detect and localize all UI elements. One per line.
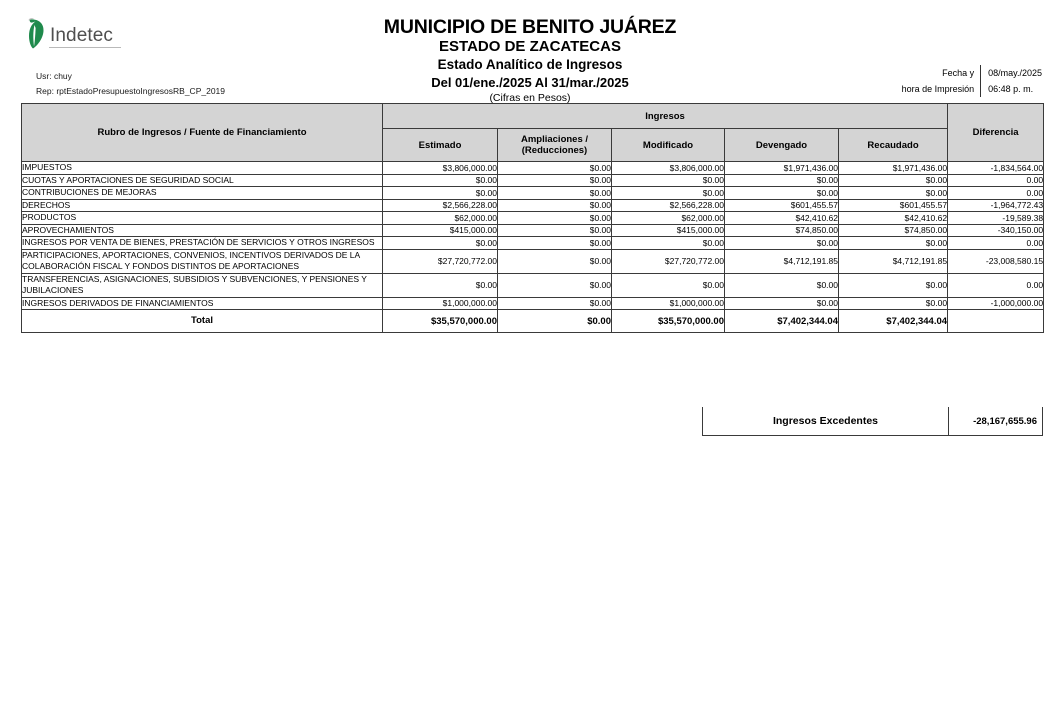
row-label: PRODUCTOS (22, 212, 383, 225)
title-report-name: Estado Analítico de Ingresos (437, 57, 623, 72)
cell-devengado: $601,455.57 (725, 199, 839, 212)
table-row (22, 237, 1044, 250)
cell-devengado: $74,850.00 (725, 224, 839, 237)
row-label: CUOTAS Y APORTACIONES DE SEGURIDAD SOCIAL (22, 174, 383, 187)
cell-recaudado: $0.00 (839, 187, 948, 200)
row-label: APROVECHAMIENTOS (22, 224, 383, 237)
print-info (902, 65, 1042, 97)
ingresos-excedentes-value: -28,167,655.96 (949, 407, 1043, 436)
table-total-row (22, 310, 1044, 333)
cell-ampliaciones: $0.00 (498, 224, 612, 237)
cell-estimado: $1,000,000.00 (383, 297, 498, 310)
table-row (22, 249, 1044, 273)
table-body (22, 162, 1044, 333)
print-time: 06:48 p. m. (988, 84, 1034, 94)
col-header-recaudado: Recaudado (839, 129, 948, 162)
cell-diferencia: -1,834,564.00 (948, 162, 1044, 175)
table-row (22, 297, 1044, 310)
total-devengado: $7,402,344.04 (725, 310, 839, 333)
col-header-modificado: Modificado (612, 129, 725, 162)
print-label-line1: Fecha y (902, 65, 982, 81)
cell-estimado: $62,000.00 (383, 212, 498, 225)
cell-devengado: $0.00 (725, 237, 839, 250)
table-row (22, 273, 1044, 297)
cell-estimado: $2,566,228.00 (383, 199, 498, 212)
col-header-estimado: Estimado (383, 129, 498, 162)
cell-diferencia: 0.00 (948, 187, 1044, 200)
table-row (22, 199, 1044, 212)
title-units: (Cifras en Pesos) (489, 92, 571, 104)
cell-devengado: $0.00 (725, 174, 839, 187)
cell-modificado: $0.00 (612, 174, 725, 187)
ingresos-excedentes-block (702, 407, 1043, 436)
col-header-diferencia: Diferencia (948, 104, 1044, 162)
cell-ampliaciones: $0.00 (498, 174, 612, 187)
cell-recaudado: $0.00 (839, 297, 948, 310)
cell-diferencia: 0.00 (948, 237, 1044, 250)
row-label: INGRESOS POR VENTA DE BIENES, PRESTACIÓN DE SERVICIOS Y OTROS INGRESOS (22, 237, 383, 250)
col-header-ampliaciones-line1: Ampliaciones / (520, 134, 589, 145)
row-label: IMPUESTOS (22, 162, 383, 175)
cell-diferencia: 0.00 (948, 174, 1044, 187)
cell-recaudado: $74,850.00 (839, 224, 948, 237)
cell-modificado: $0.00 (612, 273, 725, 297)
ingresos-excedentes-label: Ingresos Excedentes (702, 407, 949, 436)
table-row (22, 187, 1044, 200)
total-label: Total (22, 310, 383, 333)
print-label-line2: hora de Impresión (902, 81, 982, 97)
table-row (22, 162, 1044, 175)
cell-estimado: $3,806,000.00 (383, 162, 498, 175)
cell-devengado: $0.00 (725, 187, 839, 200)
table-row (22, 174, 1044, 187)
cell-ampliaciones: $0.00 (498, 162, 612, 175)
col-header-group-ingresos: Ingresos (383, 104, 948, 129)
cell-modificado: $0.00 (612, 237, 725, 250)
total-diferencia (948, 310, 1044, 333)
total-estimado: $35,570,000.00 (383, 310, 498, 333)
user-label: Usr: chuy (36, 71, 72, 81)
print-date: 08/may./2025 (988, 68, 1042, 78)
cell-modificado: $2,566,228.00 (612, 199, 725, 212)
cell-modificado: $0.00 (612, 187, 725, 200)
cell-estimado: $0.00 (383, 237, 498, 250)
cell-modificado: $415,000.00 (612, 224, 725, 237)
cell-recaudado: $4,712,191.85 (839, 249, 948, 273)
row-label: TRANSFERENCIAS, ASIGNACIONES, SUBSIDIOS Y SUBVENCIONES, Y PENSIONES Y JUBILACIONES (22, 273, 383, 297)
cell-devengado: $4,712,191.85 (725, 249, 839, 273)
total-recaudado: $7,402,344.04 (839, 310, 948, 333)
cell-ampliaciones: $0.00 (498, 273, 612, 297)
cell-modificado: $62,000.00 (612, 212, 725, 225)
cell-diferencia: -1,000,000.00 (948, 297, 1044, 310)
title-state: ESTADO DE ZACATECAS (439, 38, 621, 55)
cell-diferencia: -23,008,580.15 (948, 249, 1044, 273)
cell-ampliaciones: $0.00 (498, 199, 612, 212)
table-head-row-1 (22, 104, 1044, 129)
cell-devengado: $42,410.62 (725, 212, 839, 225)
cell-estimado: $415,000.00 (383, 224, 498, 237)
cell-recaudado: $601,455.57 (839, 199, 948, 212)
cell-devengado: $0.00 (725, 273, 839, 297)
title-municipality: MUNICIPIO DE BENITO JUÁREZ (383, 16, 677, 38)
row-label: DERECHOS (22, 199, 383, 212)
table-row (22, 224, 1044, 237)
cell-estimado: $27,720,772.00 (383, 249, 498, 273)
row-label: INGRESOS DERIVADOS DE FINANCIAMIENTOS (22, 297, 383, 310)
total-modificado: $35,570,000.00 (612, 310, 725, 333)
col-header-rubro: Rubro de Ingresos / Fuente de Financiamiento (22, 104, 383, 162)
cell-modificado: $1,000,000.00 (612, 297, 725, 310)
cell-ampliaciones: $0.00 (498, 249, 612, 273)
cell-recaudado: $0.00 (839, 174, 948, 187)
cell-diferencia: -19,589.38 (948, 212, 1044, 225)
cell-ampliaciones: $0.00 (498, 297, 612, 310)
cell-estimado: $0.00 (383, 187, 498, 200)
cell-ampliaciones: $0.00 (498, 237, 612, 250)
cell-recaudado: $1,971,436.00 (839, 162, 948, 175)
cell-devengado: $0.00 (725, 297, 839, 310)
cell-estimado: $0.00 (383, 273, 498, 297)
document-header (0, 0, 1060, 104)
table-row (22, 212, 1044, 225)
total-ampliaciones: $0.00 (498, 310, 612, 333)
table-head (22, 104, 1044, 162)
row-label: PARTICIPACIONES, APORTACIONES, CONVENIOS, INCENTIVOS DERIVADOS DE LA COLABORACIÓN FISCAL Y FONDOS DISTINTOS DE APORTACIONES (22, 249, 383, 273)
cell-modificado: $3,806,000.00 (612, 162, 725, 175)
report-table (21, 103, 1044, 333)
cell-recaudado: $0.00 (839, 273, 948, 297)
brand-name: Indetec (50, 24, 114, 46)
cell-devengado: $1,971,436.00 (725, 162, 839, 175)
cell-ampliaciones: $0.00 (498, 187, 612, 200)
row-label: CONTRIBUCIONES DE MEJORAS (22, 187, 383, 200)
col-header-ampliaciones (498, 129, 612, 162)
cell-ampliaciones: $0.00 (498, 212, 612, 225)
col-header-ampliaciones-line2: (Reducciones) (521, 145, 588, 156)
cell-recaudado: $0.00 (839, 237, 948, 250)
report-id-label: Rep: rptEstadoPresupuestoIngresosRB_CP_2019 (36, 86, 226, 96)
title-period: Del 01/ene./2025 Al 31/mar./2025 (431, 75, 629, 90)
col-header-devengado: Devengado (725, 129, 839, 162)
cell-recaudado: $42,410.62 (839, 212, 948, 225)
cell-diferencia: -340,150.00 (948, 224, 1044, 237)
cell-estimado: $0.00 (383, 174, 498, 187)
cell-modificado: $27,720,772.00 (612, 249, 725, 273)
report-table-container (21, 103, 1043, 333)
cell-diferencia: -1,964,772.43 (948, 199, 1044, 212)
cell-diferencia: 0.00 (948, 273, 1044, 297)
